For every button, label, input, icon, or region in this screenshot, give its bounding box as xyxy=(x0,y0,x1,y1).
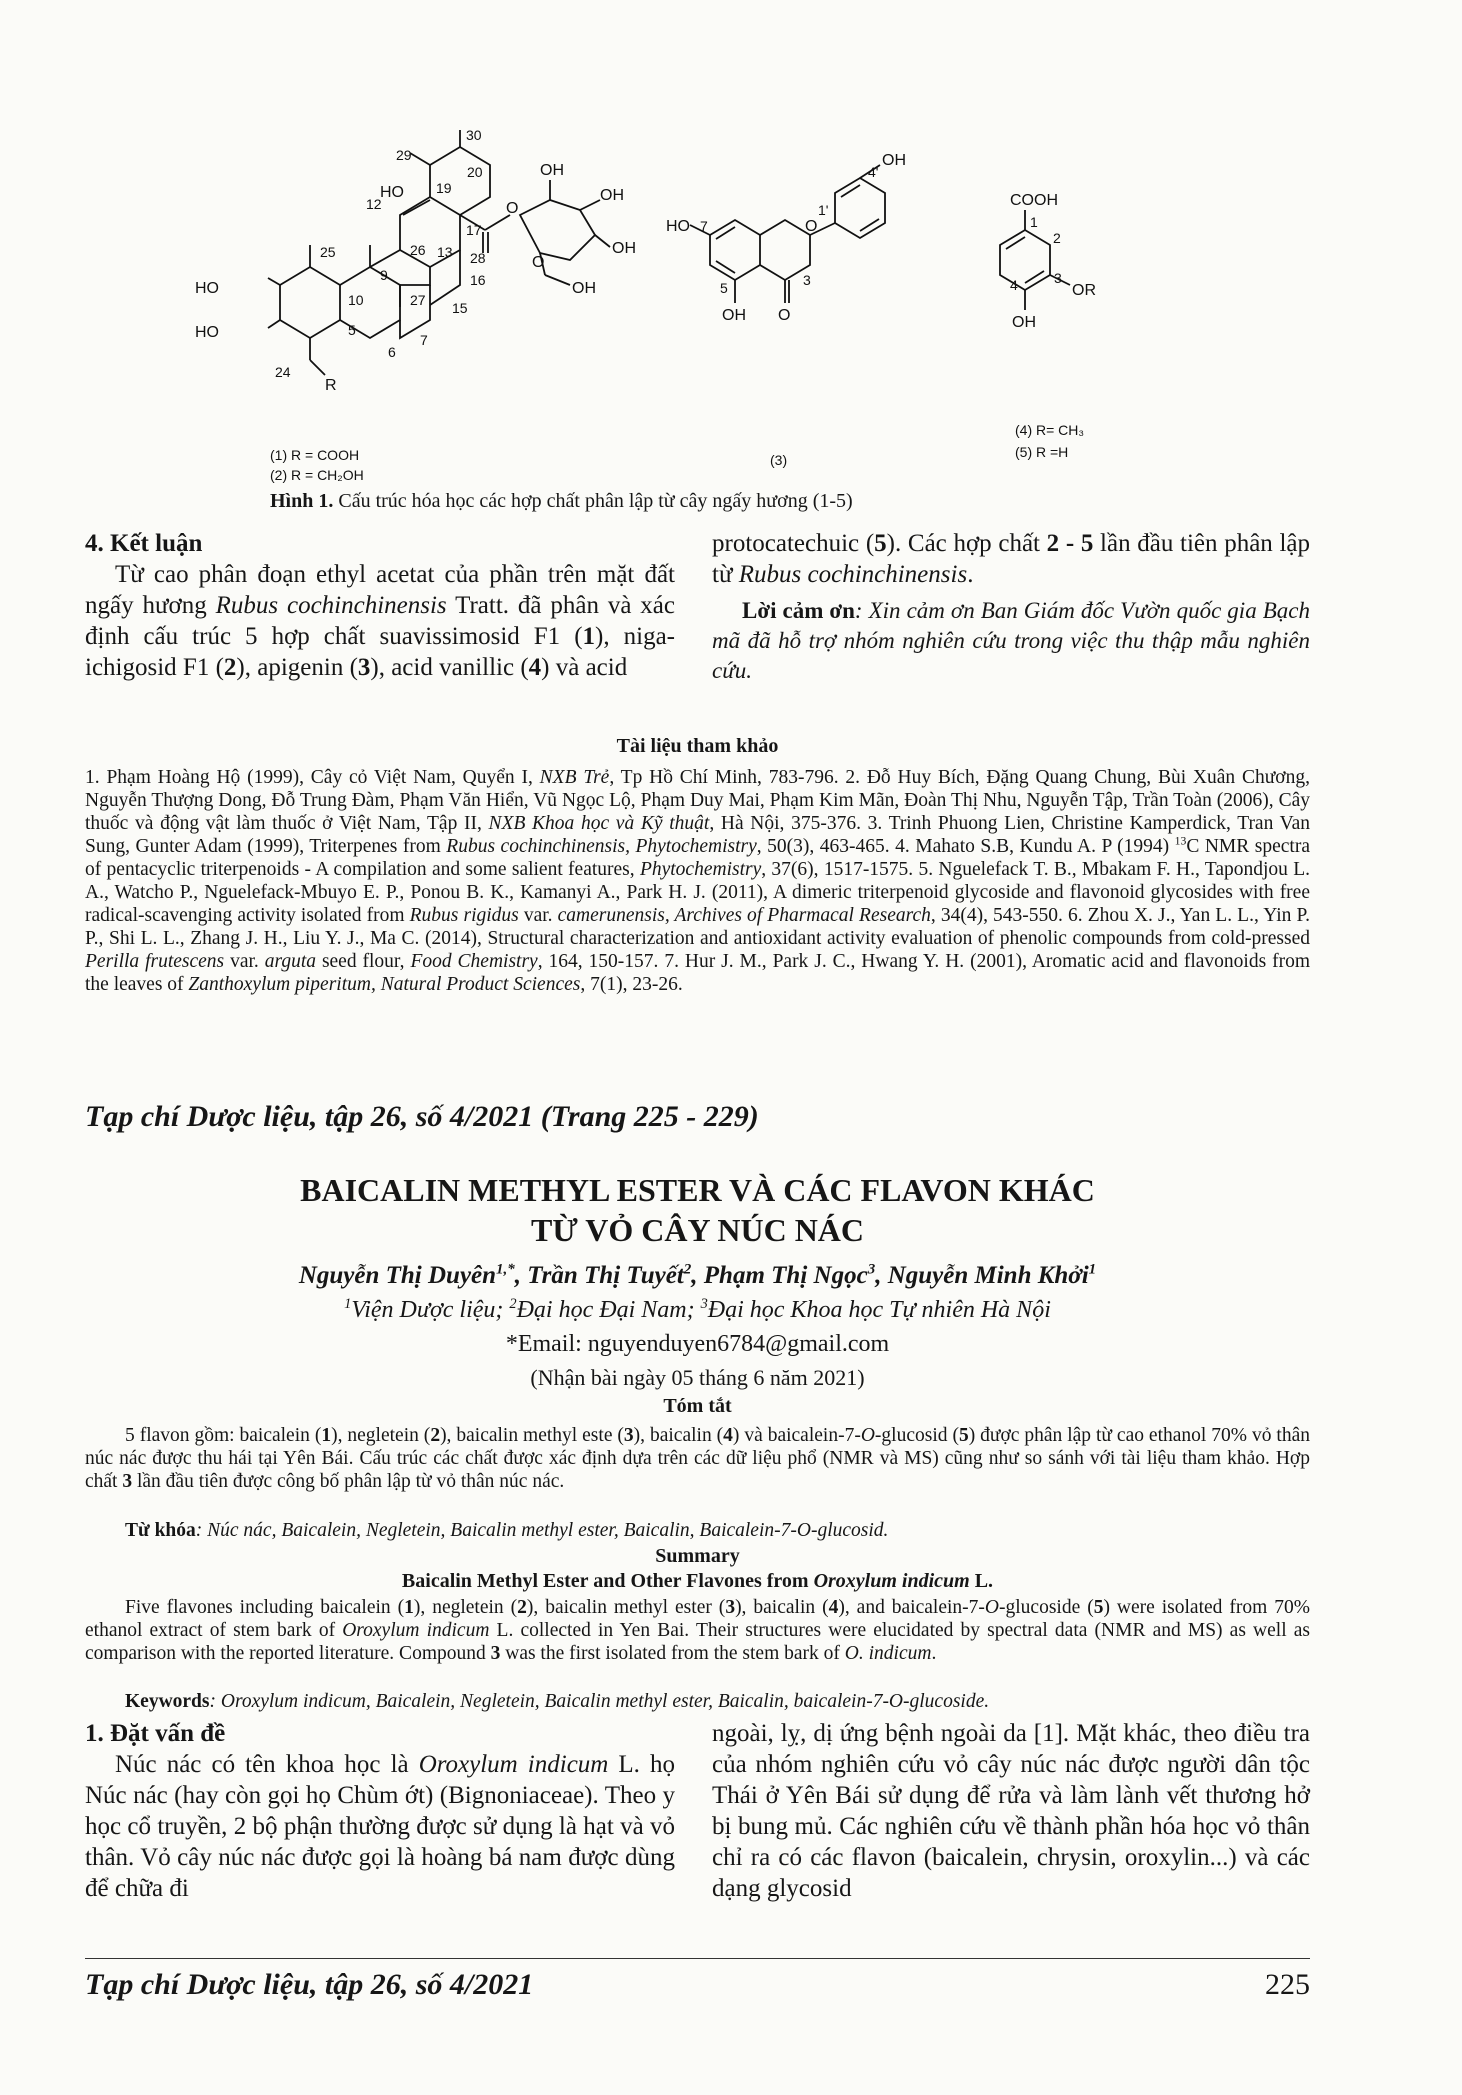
abstract-text: -glucosid ( xyxy=(874,1425,959,1446)
keywords-en-text: : Oroxylum indicum, Baicalein, Negletein, Baicalin methyl ester, Baicalin, baicalein-7-O-glucoside. xyxy=(209,1691,990,1712)
summary-text: ) were isolated from 70% ethanol extract of stem bark of xyxy=(85,1597,1310,1641)
abstract-vn xyxy=(85,1424,1310,1493)
atom-num-20: 20 xyxy=(467,164,483,180)
summary-species: O. indicum xyxy=(844,1643,932,1664)
author-name: , Nguyễn Minh Khởi xyxy=(875,1262,1089,1289)
reference-6: 6. Zhou X. J., Yan L. L., Yin P. P., Shi L. L., Zhang J. H., Liu Y. J., Ma C. (2014), Structural characterization and antioxidant activity evaluation of phenolic compounds from cold-pressed xyxy=(85,905,1311,949)
label-oh-4p: OH xyxy=(882,152,906,169)
reference-2: 2. Đỗ Huy Bích, Đặng Quang Chung, Bùi Xuân Chương, Nguyễn Thượng Dong, Đỗ Trung Đàm, Phạm Văn Hiển, Vũ Ngọc Lộ, Phạm Duy Mai, Phạm Kim Mãn, Đoàn Thị Nhu, Nguyễn Tập, Trần Toàn (2006), Cây thuốc và động vật làm thuốc ở Việt Nam, Tập II, xyxy=(85,767,1310,834)
label-o-ester: O xyxy=(506,200,519,217)
atom-num-19: 19 xyxy=(436,180,452,196)
keywords-vn xyxy=(125,1519,1310,1542)
conclusion-text: ). Các hợp chất xyxy=(886,530,1047,557)
compound-number: 3 xyxy=(725,1597,736,1618)
figure-caption xyxy=(270,490,1100,513)
summary-title-text: Baicalin Methyl Ester and Other Flavones from xyxy=(401,1570,814,1592)
atom-num-27: 27 xyxy=(410,292,426,308)
intro-text: L. họ Núc nác (hay còn gọi họ Chùm ớt) (Bignoniaceae). Theo y học cổ truyền, 2 bộ phận thường được sử dụng là hạt và vỏ thân. Vỏ cây núc nác được gọi là hoàng bá nam được dùng để chữa đi xyxy=(85,1751,675,1902)
article-title-line-1: BAICALIN METHYL ESTER VÀ CÁC FLAVON KHÁC xyxy=(300,1172,1095,1208)
atom-num-3c: 3 xyxy=(1054,270,1062,286)
author-affil: 1 xyxy=(1088,1261,1097,1278)
reference-6-species: Perilla frutescens xyxy=(85,951,225,972)
label-ho-api: HO xyxy=(666,218,690,235)
reference-4-journal: Phytochemistry xyxy=(639,859,762,880)
reference-5-species: Rubus rigidus xyxy=(409,905,519,926)
abstract-italic: O xyxy=(860,1425,875,1446)
atom-num-7b: 7 xyxy=(700,218,708,234)
reference-5-journal: camerunensis, Archives of Pharmacal Research xyxy=(557,905,931,926)
author-name: , Phạm Thị Ngọc xyxy=(691,1262,868,1289)
keywords-vn-label: Từ khóa xyxy=(125,1520,196,1541)
figure-caption-text: Cấu trúc hóa học các hợp chất phân lập từ cây ngấy hương (1-5) xyxy=(333,490,853,512)
conclusion-column-right xyxy=(712,528,1310,686)
intro-paragraph xyxy=(85,1749,675,1904)
compound-number: 5 xyxy=(874,530,887,557)
atom-num-29: 29 xyxy=(396,147,412,163)
summary-text: was the first isolated from the stem bark of xyxy=(500,1643,845,1664)
atom-num-1b: 1 xyxy=(1030,214,1038,230)
author-affil: 3 xyxy=(867,1261,876,1278)
species-name: Rubus cochinchinensis xyxy=(215,592,447,619)
atom-num-12: 12 xyxy=(366,196,382,212)
reference-1-publisher: NXB Trẻ xyxy=(539,767,610,788)
label-c5: (5) R =H xyxy=(1015,444,1069,460)
affil-num: 1 xyxy=(344,1296,352,1312)
abstract-text: ), baicalin methyl este ( xyxy=(440,1425,624,1446)
reference-1-end: , Tp Hồ Chí Minh, 783-796. xyxy=(609,767,846,788)
reference-7-journal: Zanthoxylum piperitum, Natural Product Sciences xyxy=(188,974,581,995)
references-list xyxy=(85,766,1310,996)
reference-2-publisher: NXB Khoa học và Kỹ thuật xyxy=(488,813,710,834)
reference-3: 3. Trinh Phuong Lien, Christine Kamperdick, Tran Van Sung, Gunter Adam (1999), Triterpenes from xyxy=(85,813,1310,857)
affiliations xyxy=(85,1297,1310,1324)
atom-num-3b: 3 xyxy=(803,272,811,288)
label-oh-bottom: OH xyxy=(572,280,596,297)
label-oh-vb: OH xyxy=(1012,314,1036,331)
compound-number: 2 xyxy=(430,1425,441,1446)
conclusion-continued xyxy=(712,528,1310,590)
reference-7: 7. Hur J. M., Park J. C., Hwang Y. H. (2001), Aromatic acid and flavonoids from the leaves of xyxy=(85,951,1311,995)
label-or: OR xyxy=(1072,282,1096,299)
keywords-en xyxy=(125,1690,1310,1713)
compound-number: 2 xyxy=(517,1597,527,1618)
atom-num-25: 25 xyxy=(320,244,336,260)
author-name: Nguyễn Thị Duyên xyxy=(298,1262,497,1289)
conclusion-text: ) và acid xyxy=(541,654,628,681)
atom-num-2b: 2 xyxy=(1053,230,1061,246)
species-name: Oroxylum indicum xyxy=(418,1751,609,1778)
references-heading: Tài liệu tham khảo xyxy=(616,735,779,757)
compound-number: 2 - 5 xyxy=(1046,530,1094,557)
page-number: 225 xyxy=(1265,1968,1310,2001)
reference-1: 1. Phạm Hoàng Hộ (1999), Cây cỏ Việt Nam, Quyển I, xyxy=(85,767,540,788)
affil-name: Viện Dược liệu; xyxy=(351,1297,510,1323)
label-ho-3: HO xyxy=(195,324,219,341)
reference-6-mid2: seed flour, xyxy=(316,951,411,972)
author-name: , Trần Thị Tuyết xyxy=(514,1262,684,1289)
compound-number: 1 xyxy=(582,623,596,650)
abstract-text: lần đầu tiên được công bố phân lập từ vỏ thân núc nác. xyxy=(132,1471,565,1492)
summary-text: ), and baicalein-7- xyxy=(838,1597,985,1618)
species-name: Rubus cochinchinensis xyxy=(738,561,968,588)
atom-num-16: 16 xyxy=(470,272,486,288)
atom-num-15: 15 xyxy=(452,300,468,316)
atom-num-13: 13 xyxy=(437,244,453,260)
conclusion-column xyxy=(85,528,675,683)
acknowledgement-label: Lời cảm ơn xyxy=(742,598,855,623)
atom-num-5: 5 xyxy=(348,322,356,338)
atom-num-6: 6 xyxy=(388,344,396,360)
compound-number: 1 xyxy=(404,1597,414,1618)
intro-column-right xyxy=(712,1718,1310,1904)
label-c1: (1) R = COOH xyxy=(270,447,360,463)
label-oh-top: OH xyxy=(540,162,564,179)
affil-num: 2 xyxy=(509,1296,517,1312)
atom-num-24: 24 xyxy=(275,364,291,380)
keywords-vn-text: : Núc nác, Baicalein, Negletein, Baicalin methyl ester, Baicalin, Baicalein-7-O-glucosid. xyxy=(195,1520,889,1541)
compound-number: 3 xyxy=(490,1643,501,1664)
summary-title-species: Oroxylum indicum xyxy=(813,1570,970,1592)
summary-text: L. collected in Yen Bai. Their structures were elucidated by spectral data (NMR and MS) as well as comparison with the reported literature. Compound xyxy=(85,1620,1310,1664)
compound-number: 5 xyxy=(1093,1597,1104,1618)
compound-number: 3 xyxy=(623,1425,634,1446)
affil-name: Đại học Đại Nam; xyxy=(516,1297,701,1323)
atom-num-4b: 4 xyxy=(1010,277,1018,293)
label-r: R xyxy=(325,377,337,394)
reference-6-end: , 164, 150-157. xyxy=(537,951,665,972)
conclusion-text: ), niga-ichigosid F1 ( xyxy=(85,623,675,681)
atom-num-1p: 1' xyxy=(818,202,829,218)
conclusion-heading: 4. Kết luận xyxy=(85,530,203,557)
reference-5-end: , 34(4), 543-550. xyxy=(930,905,1068,926)
label-ho-19: HO xyxy=(380,184,404,201)
summary-text: ), baicalin methyl ester ( xyxy=(526,1597,726,1618)
conclusion-text: ), apigenin ( xyxy=(236,654,358,681)
reference-2-end: , Hà Nội, 375-376. xyxy=(709,813,868,834)
atom-num-26: 26 xyxy=(410,242,426,258)
abstract-text: 5 flavon gồm: baicalein ( xyxy=(125,1425,322,1446)
journal-issue-line: Tạp chí Dược liệu, tập 26, số 4/2021 (Trang 225 - 229) xyxy=(85,1100,759,1133)
reference-5-mid: var. xyxy=(518,905,558,926)
abstract-text: ), baicalin ( xyxy=(633,1425,724,1446)
author-affil: 1, xyxy=(496,1261,508,1278)
reference-4: 4. Mahato S.B, Kundu A. P (1994) xyxy=(895,836,1175,857)
corresponding-mark: * xyxy=(507,1261,515,1278)
abstract-text: ) được phân lập từ cao ethanol 70% vỏ thân núc nác được thu hái tại Yên Bái. Cấu trúc các chất được xác định dựa trên các dữ liệu phổ (NMR và MS) cũng như so sánh với tài liệu tham khảo. Hợp chất xyxy=(85,1425,1310,1492)
chemical-structures-figure xyxy=(195,127,1310,495)
summary-title-end: L. xyxy=(969,1570,994,1592)
reference-6-journal: Food Chemistry xyxy=(410,951,538,972)
conclusion-text: . xyxy=(967,561,974,588)
summary-heading: Summary xyxy=(655,1545,740,1567)
conclusion-paragraph xyxy=(85,559,675,683)
atom-num-17: 17 xyxy=(466,222,482,238)
atom-num-30: 30 xyxy=(466,127,482,143)
label-ho-2: HO xyxy=(195,280,219,297)
summary-text: . xyxy=(931,1643,937,1664)
abstract-text: ) và baicalein-7- xyxy=(732,1425,861,1446)
affil-name: Đại học Khoa học Tự nhiên Hà Nội xyxy=(707,1297,1051,1323)
conclusion-text: lần đầu tiên phân lập từ xyxy=(712,530,1311,588)
summary-text: ), negletein ( xyxy=(413,1597,518,1618)
compound-number: 4 xyxy=(528,654,542,681)
label-oh-right2: OH xyxy=(612,240,636,257)
article-title-line-2: TỪ VỎ CÂY NÚC NÁC xyxy=(530,1212,865,1248)
summary-text: ), baicalin ( xyxy=(735,1597,829,1618)
acknowledgement xyxy=(712,596,1310,686)
summary-title xyxy=(85,1570,1310,1593)
received-date: (Nhận bài ngày 05 tháng 6 năm 2021) xyxy=(530,1365,865,1390)
footer-journal: Tạp chí Dược liệu, tập 26, số 4/2021 xyxy=(85,1968,534,2001)
affil-num: 3 xyxy=(700,1296,708,1312)
figure-caption-prefix: Hình 1. xyxy=(270,490,334,512)
reference-6-mid: var. xyxy=(224,951,265,972)
atom-num-7: 7 xyxy=(420,332,428,348)
reference-6-variety: arguta xyxy=(264,951,317,972)
summary-text: Five flavones including baicalein ( xyxy=(125,1597,405,1618)
atom-num-10: 10 xyxy=(348,292,364,308)
reference-4-sup: 13 xyxy=(1174,834,1187,848)
acknowledgement-text: : Xin cảm ơn Ban Giám đốc Vườn quốc gia Bạch mã đã hỗ trợ nhóm nghiên cứu trong việc thu thập mẫu nghiên cứu. xyxy=(712,598,1310,683)
atom-num-4p: 4' xyxy=(868,164,879,180)
structures-svg xyxy=(195,127,1310,495)
intro-continued: ngoài, lỵ, dị ứng bệnh ngoài da [1]. Mặt khác, theo điều tra của nhóm nghiên cứu vỏ cây núc nác được người dân tộc Thái ở Yên Bái sử dụng để rửa và làm lành vết thương hở bị bung mủ. Các nghiên cứu về thành phần hóa học vỏ thân chỉ ra có các flavon (baicalein, chrysin, oroxylin...) và các dạng glycosid xyxy=(712,1720,1310,1902)
summary-species: Oroxylum indicum xyxy=(342,1620,490,1641)
reference-3-end: , 50(3), 463-465. xyxy=(756,836,896,857)
label-cooh: COOH xyxy=(1010,192,1058,209)
label-o-api: O xyxy=(805,218,818,235)
atom-num-28: 28 xyxy=(470,250,486,266)
conclusion-text: Từ cao phân đoạn ethyl acetat của phần trên mặt đất ngấy hương xyxy=(85,561,675,619)
compound-number: 3 xyxy=(357,654,371,681)
keywords-en-label: Keywords xyxy=(125,1691,210,1712)
intro-heading: 1. Đặt vấn đề xyxy=(85,1720,226,1747)
intro-text: Núc nác có tên khoa học là xyxy=(115,1751,419,1778)
reference-7-end: , 7(1), 23-26. xyxy=(580,974,683,995)
corresponding-email: *Email: nguyenduyen6784@gmail.com xyxy=(505,1331,890,1357)
abstract-text: ), negletein ( xyxy=(331,1425,431,1446)
conclusion-text: Tratt. đã phân và xác định cấu trúc 5 hợp chất suavissimosid F1 ( xyxy=(85,592,676,650)
conclusion-text: ), acid vanillic ( xyxy=(370,654,529,681)
summary-en xyxy=(85,1596,1310,1665)
authors xyxy=(85,1262,1310,1290)
label-oh-right: OH xyxy=(600,187,624,204)
compound-number: 4 xyxy=(723,1425,733,1446)
compound-number: 4 xyxy=(828,1597,839,1618)
compound-number: 5 xyxy=(958,1425,969,1446)
compound-number: 1 xyxy=(321,1425,332,1446)
label-o-4: O xyxy=(778,307,791,324)
atom-num-5b: 5 xyxy=(720,280,728,296)
abstract-heading: Tóm tắt xyxy=(663,1395,732,1417)
label-c2: (2) R = CH₂OH xyxy=(270,467,364,483)
summary-text: -glucoside ( xyxy=(999,1597,1094,1618)
reference-4-mid: C NMR spectra of pentacyclic triterpenoids - A compilation and some salient features, xyxy=(85,836,1310,880)
article-title xyxy=(85,1170,1310,1250)
reference-5: 5. Nguelefack T. B., Mbakam F. H., Tapondjou L. A., Watcho P., Nguelefack-Mbuyo E. P., Ponou B. K., Kamanyi A., Park H. J. (2011), A dimeric triterpenoid glycoside and flavonoid glycosides with free radical-scavenging activity isolated from xyxy=(85,859,1310,926)
label-c3: (3) xyxy=(770,452,788,468)
author-affil: 2 xyxy=(683,1261,692,1278)
atom-num-9: 9 xyxy=(380,267,388,283)
intro-column-left xyxy=(85,1718,675,1904)
reference-4-end: , 37(6), 1517-1575. xyxy=(761,859,919,880)
reference-3-journal: Rubus cochinchinensis, Phytochemistry xyxy=(446,836,757,857)
label-c4: (4) R= CH₃ xyxy=(1015,422,1085,438)
compound-number: 2 xyxy=(223,654,237,681)
footer-divider xyxy=(85,1958,1310,1959)
label-oh-5: OH xyxy=(722,307,746,324)
summary-italic: O xyxy=(984,1597,999,1618)
conclusion-text: protocatechuic ( xyxy=(712,530,875,557)
label-o-ring: O xyxy=(532,254,545,271)
compound-number: 3 xyxy=(122,1471,133,1492)
